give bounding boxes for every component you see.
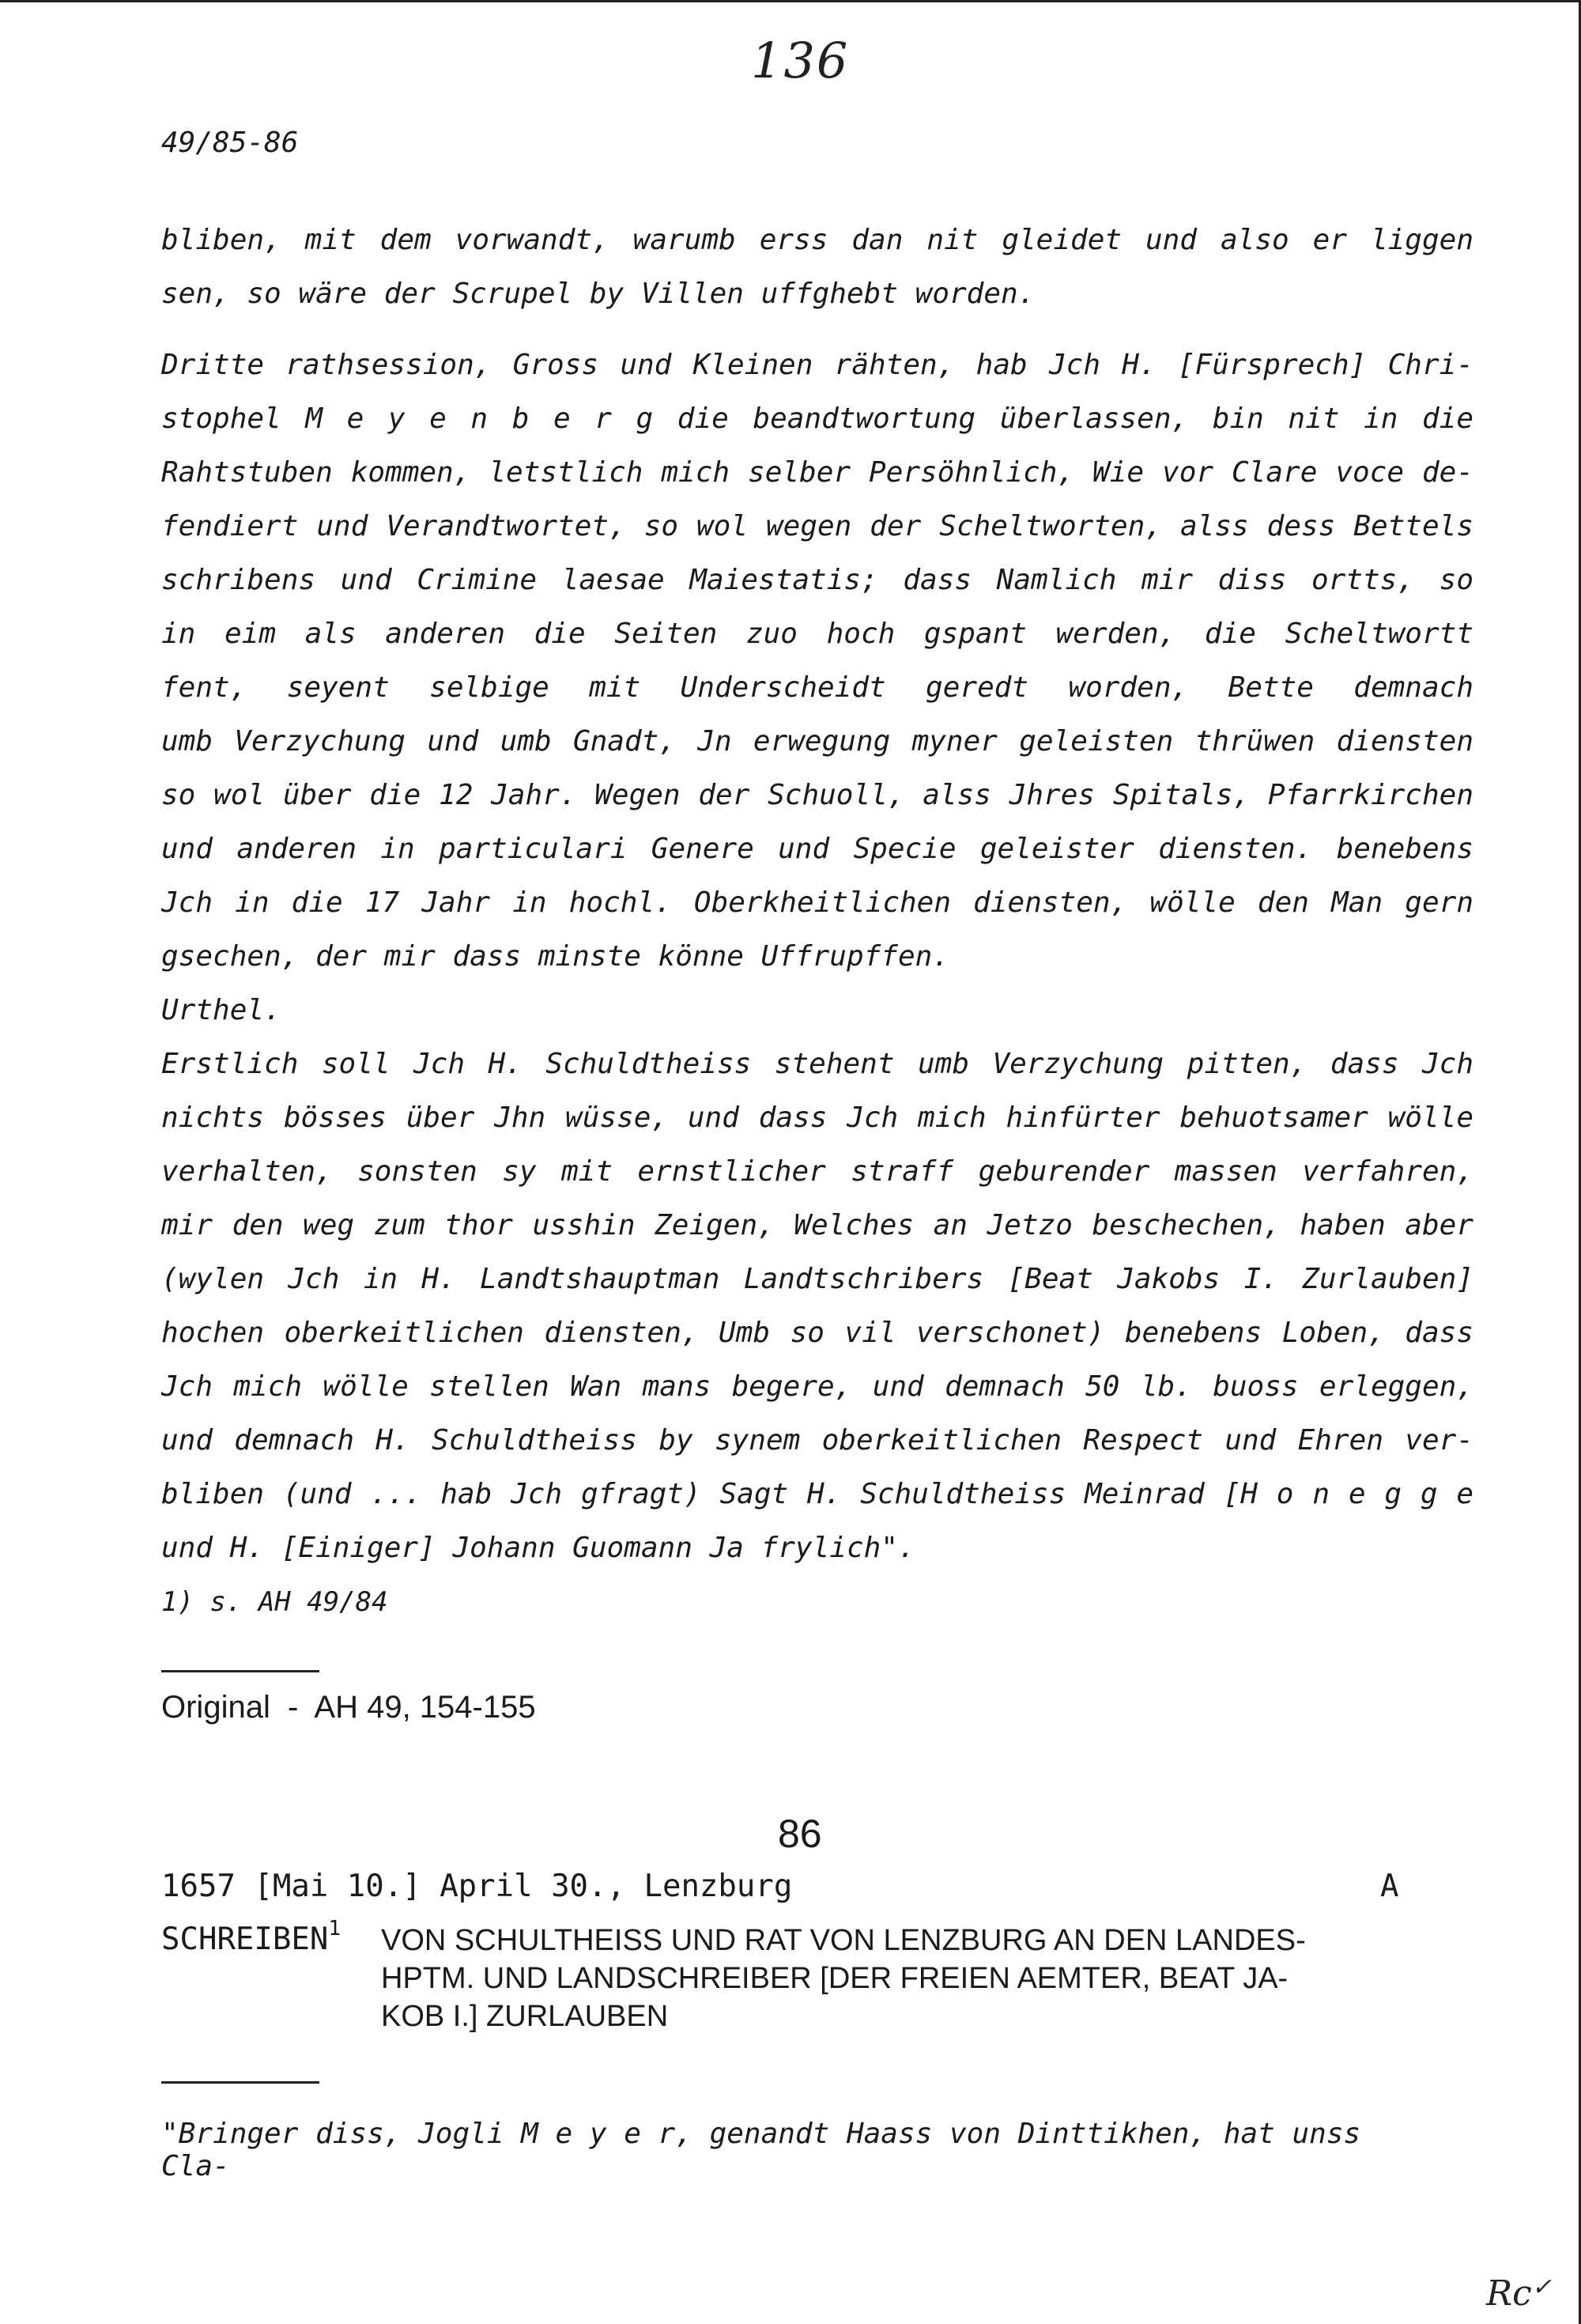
text-line: nichts bösses über Jhn wüsse, und dass Jch mich hinfürter behuotsamer wölle — [161, 1102, 1473, 1134]
text-line: gsechen, der mir dass minste könne Uffrupffen. — [161, 940, 949, 973]
separator-rule — [161, 2081, 319, 2084]
text-line: und demnach H. Schuldtheiss by synem oberkeitlichen Respect und Ehren ver- — [161, 1424, 1473, 1457]
footnote-marker: 1 — [328, 1917, 341, 1940]
text-line: (wylen Jch in H. Landtshauptman Landtschribers [Beat Jakobs I. Zurlauben] — [161, 1263, 1473, 1295]
source-reference: Original - AH 49, 154-155 — [161, 1690, 536, 1725]
text-line: fendiert und Verandtwortet, so wol wegen der Scheltworten, alss dess Bettels — [161, 510, 1473, 542]
text-line: bliben, mit dem vorwandt, warumb erss dan nit gleidet und also er liggen — [161, 224, 1473, 256]
date-line: 1657 [Mai 10.] April 30., Lenzburg — [161, 1869, 793, 1904]
title-line: HPTM. UND LANDSCHREIBER [DER FREIEN AEMTER, BEAT JA- — [381, 1962, 1289, 1995]
text-line: schribens und Crimine laesae Maiestatis; dass Namlich mir diss ortts, so — [161, 564, 1473, 596]
page-frame-top — [0, 0, 1581, 2]
text-line: und anderen in particulari Genere und Specie geleister diensten. benebens — [161, 833, 1473, 865]
text-line: fent, seyent selbige mit Underscheidt geredt worden, Bette demnach — [161, 671, 1473, 704]
text-line: sen, so wäre der Scrupel by Villen uffghebt worden. — [161, 278, 1036, 310]
text-line: hochen oberkeitlichen diensten, Umb so vil verschonet) benebens Loben, dass — [161, 1317, 1473, 1349]
paragraph-2 — [161, 338, 1473, 1575]
text-line: und H. [Einiger] Johann Guomann Ja frylich". — [161, 1532, 915, 1564]
footnote: 1) s. AH 49/84 — [161, 1586, 388, 1618]
paragraph-1 — [161, 214, 1473, 321]
check-mark-icon: ✓ — [1531, 2273, 1552, 2301]
text-line: umb Verzychung und umb Gnadt, Jn erwegung myner geleisten thrüwen diensten — [161, 725, 1473, 758]
separator-rule — [161, 1670, 319, 1672]
document-title — [381, 1922, 1409, 2035]
title-line: KOB I.] ZURLAUBEN — [381, 2000, 669, 2033]
text-line: mir den weg zum thor usshin Zeigen, Welches an Jetzo beschechen, haben aber — [161, 1209, 1473, 1241]
document-number: 86 — [778, 1812, 822, 1856]
letter-opening-line: "Bringer diss, Jogli M e y e r, genandt Haass von Dinttikhen, hat unss Cla- — [161, 2118, 1361, 2182]
handwritten-page-number: 136 — [751, 32, 850, 89]
text-line: in eim als anderen die Seiten zuo hoch gspant werden, die Scheltwortt — [161, 618, 1473, 650]
text-line-urthel-heading: Urthel. — [161, 994, 281, 1026]
text-line: so wol über die 12 Jahr. Wegen der Schuoll, alss Jhres Spitals, Pfarrkirchen — [161, 779, 1473, 811]
text-line: Erstlich soll Jch H. Schuldtheiss stehent umb Verzychung pitten, dass Jch — [161, 1048, 1473, 1080]
text-line: Rahtstuben kommen, letstlich mich selber Persöhnlich, Wie vor Clare voce de- — [161, 456, 1473, 489]
text-line: Jch in die 17 Jahr in hochl. Oberkheitlichen diensten, wölle den Man gern — [161, 886, 1473, 919]
title-line: VON SCHULTHEISS UND RAT VON LENZBURG AN DEN LANDES- — [381, 1924, 1306, 1957]
text-line: bliben (und ... hab Jch gfragt) Sagt H. Schuldtheiss Meinrad [H o n e g g e — [161, 1478, 1473, 1510]
document-reference: 49/85-86 — [161, 127, 299, 159]
text-line: stophel M e y e n b e r g die beandtwortung überlassen, bin nit in die — [161, 402, 1473, 435]
handwritten-initials-check-mark — [1486, 2273, 1552, 2314]
document-type-text: SCHREIBEN — [161, 1922, 329, 1957]
text-line: Dritte rathsession, Gross und Kleinen rähten, hab Jch H. [Fürsprech] Chri- — [161, 349, 1473, 381]
document-type-label — [161, 1917, 341, 1957]
text-line: verhalten, sonsten sy mit ernstlicher straff geburender massen verfahren, — [161, 1155, 1473, 1188]
letter-code: A — [1380, 1869, 1399, 1904]
text-line: Jch mich wölle stellen Wan mans begere, und demnach 50 lb. buoss erleggen, — [161, 1370, 1473, 1403]
handwritten-initials: Rc — [1486, 2273, 1532, 2314]
